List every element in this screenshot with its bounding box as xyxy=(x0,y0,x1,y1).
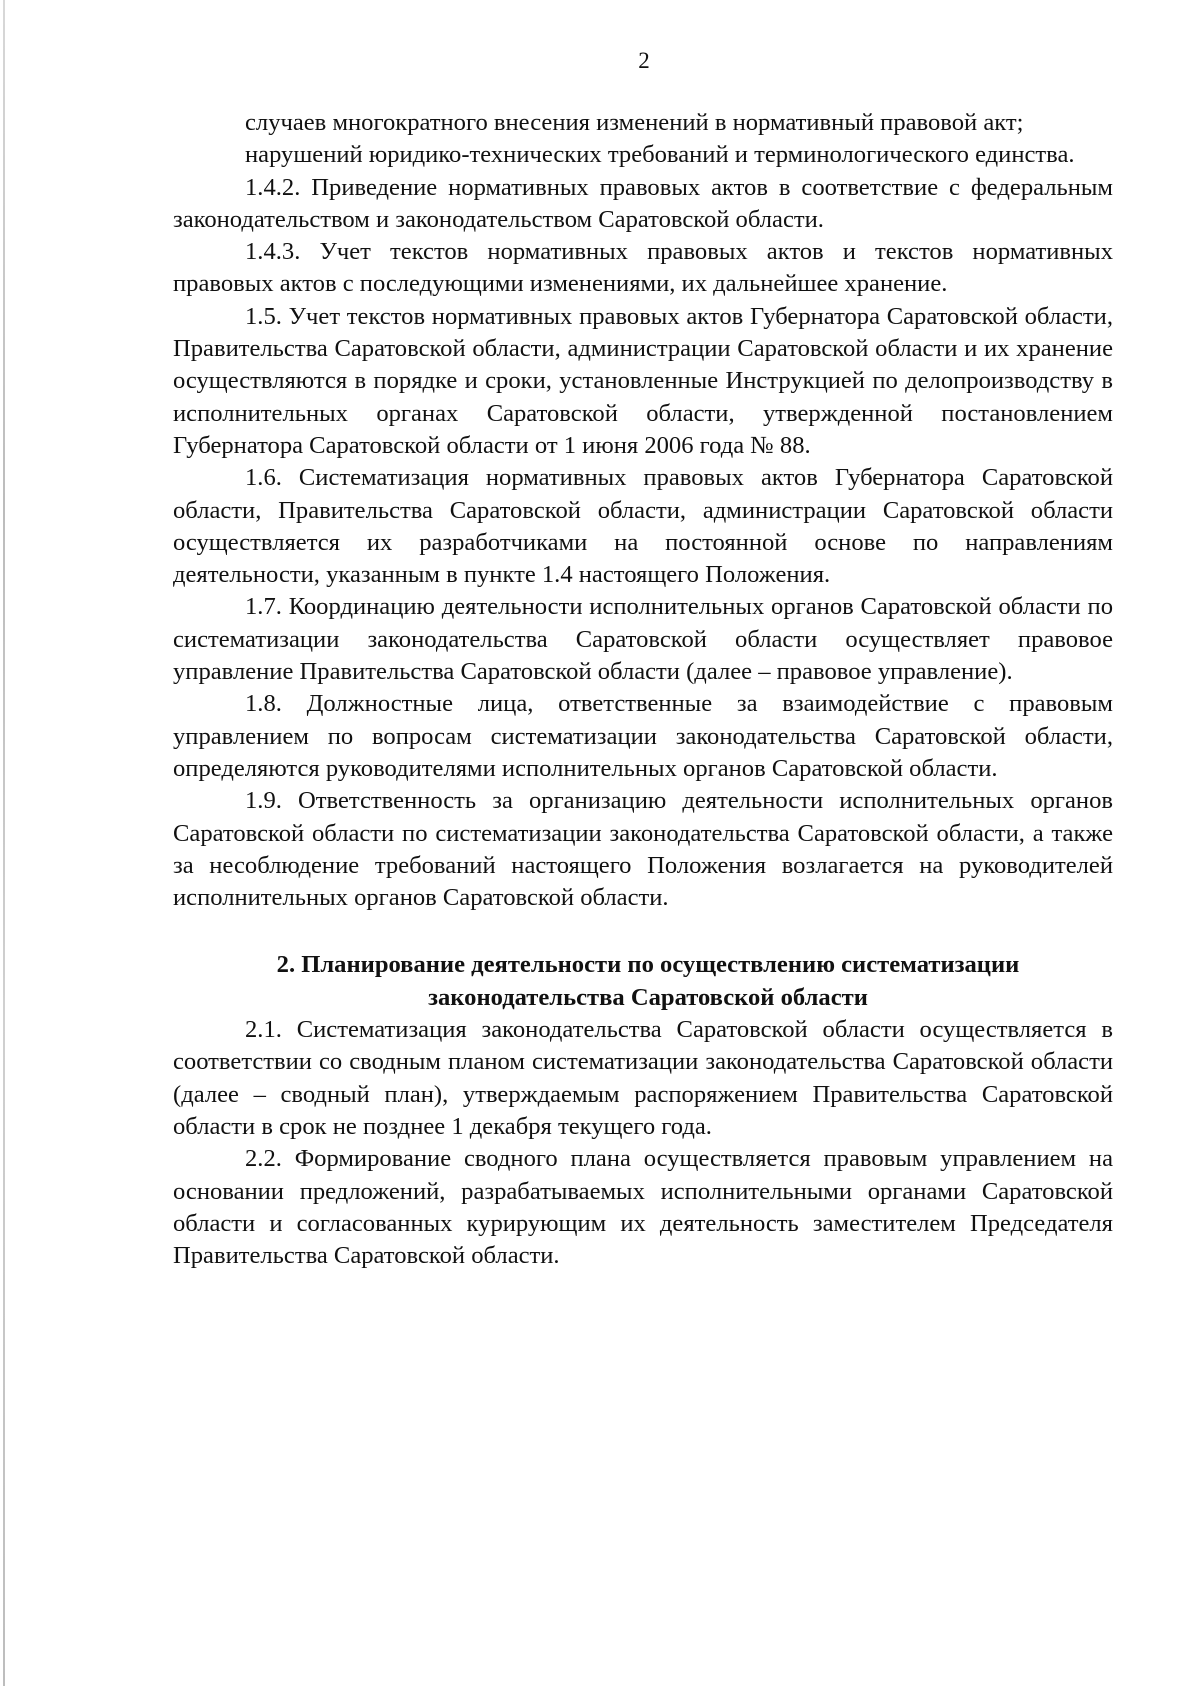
paragraph-1-7: 1.7. Координацию деятельности исполнительных органов Саратовской области по систематизации законодательства Саратовской области осуществляет правовое управление Правительства Саратовской области (далее – правовое управление). xyxy=(173,593,1113,686)
paragraph-1-9: 1.9. Ответственность за организацию деятельности исполнительных органов Саратовской области по систематизации законодательства Саратовской области, а также за несоблюдение требований настоящего Положения возлагается на руководителей исполнительных органов Саратовской области. xyxy=(173,787,1113,912)
scan-edge xyxy=(3,0,5,1686)
section-2-heading xyxy=(173,949,1113,1014)
paragraph-2-2: 2.2. Формирование сводного плана осуществляется правовым управлением на основании предложений, разрабатываемых исполнительными органами Саратовской области и согласованных курирующим их деятельность заместителем Председателя Правительства Саратовской области. xyxy=(173,1145,1113,1270)
document-body xyxy=(173,107,1113,1272)
page-number: 2 xyxy=(638,48,650,73)
section-2-heading-line-2: законодательства Саратовской области xyxy=(428,983,868,1011)
paragraph-1-5: 1.5. Учет текстов нормативных правовых актов Губернатора Саратовской области, Правительства Саратовской области, администрации Саратовской области и их хранение осуществляются в порядке и сроки, установленные Инструкцией по делопроизводству в исполнительных органах Саратовской области, утвержденной постановлением Губернатора Саратовской области от 1 июня 2006 года № 88. xyxy=(173,302,1113,459)
paragraph-1-8: 1.8. Должностные лица, ответственные за взаимодействие с правовым управлением по вопросам систематизации законодательства Саратовской области, определяются руководителями исполнительных органов Саратовской области. xyxy=(173,690,1113,782)
paragraph-2-1: 2.1. Систематизация законодательства Саратовской области осуществляется в соответствии со сводным планом систематизации законодательства Саратовской области (далее – сводный план), утверждаемым распоряжением Правительства Саратовской области в срок не позднее 1 декабря текущего года. xyxy=(173,1016,1113,1140)
section-2-heading-line-1: 2. Планирование деятельности по осуществлению систематизации xyxy=(276,951,1020,979)
paragraph-list-item-cases: случаев многократного внесения изменений в нормативный правовой акт; xyxy=(245,109,1024,136)
paragraph-1-4-2: 1.4.2. Приведение нормативных правовых актов в соответствие с федеральным законодательством и законодательством Саратовской области. xyxy=(173,173,1113,233)
paragraph-1-4-3: 1.4.3. Учет текстов нормативных правовых актов и текстов нормативных правовых актов с последующими изменениями, их дальнейшее хранение. xyxy=(173,238,1113,298)
paragraph-1-6: 1.6. Систематизация нормативных правовых актов Губернатора Саратовской области, Правительства Саратовской области, администрации Саратовской области осуществляется их разработчиками на постоянной основе по направлениям деятельности, указанным в пункте 1.4 настоящего Положения. xyxy=(173,464,1113,589)
paragraph-list-item-violations: нарушений юридико-технических требований и терминологического единства. xyxy=(245,141,1075,169)
